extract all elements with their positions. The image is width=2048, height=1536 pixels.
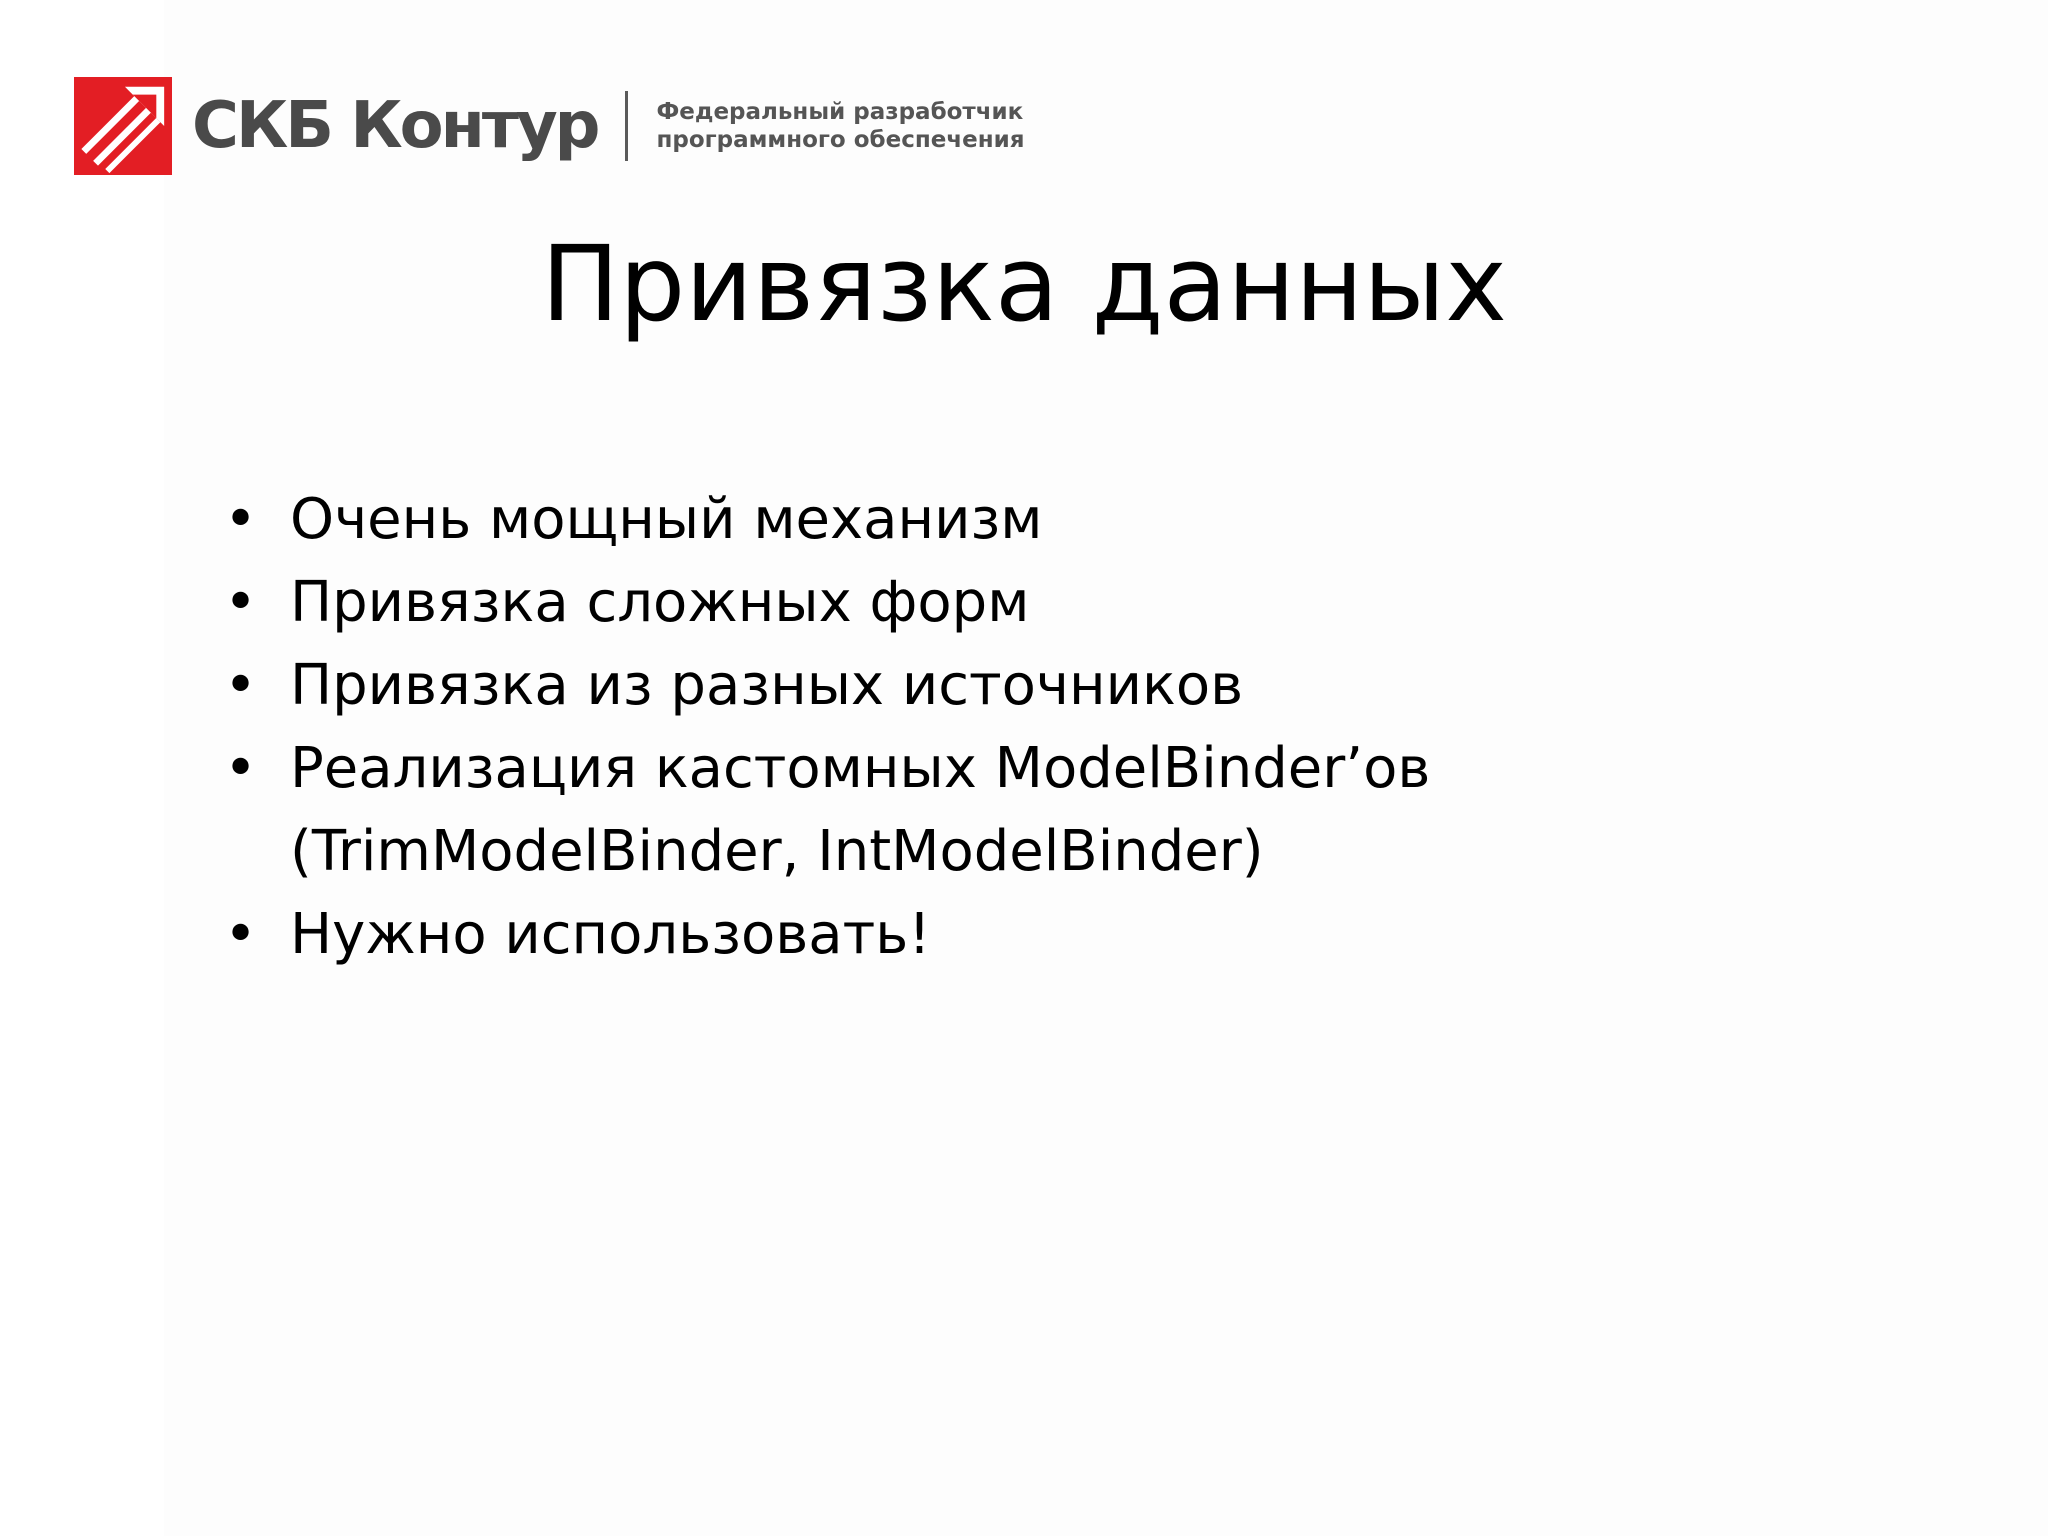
bullet-text-continuation: (TrimModelBinder, IntModelBinder)	[290, 819, 1264, 884]
company-logo	[74, 76, 1025, 176]
bullet-list	[220, 478, 1820, 976]
bullet-item	[220, 727, 1820, 893]
logo-tagline-line-2: программного обеспечения	[656, 127, 1025, 153]
logo-divider	[625, 91, 628, 161]
bullet-text: Нужно использовать!	[290, 902, 931, 967]
bullet-item	[220, 561, 1820, 644]
logo-company-name: СКБ Контур	[192, 89, 598, 163]
bullet-item	[220, 644, 1820, 727]
logo-tagline-line-1: Федеральный разработчик	[656, 99, 1024, 125]
bullet-item	[220, 893, 1820, 976]
bullet-text: Привязка из разных источников	[290, 653, 1244, 718]
bullet-dot-icon: •	[224, 653, 258, 718]
bullet-dot-icon: •	[224, 902, 258, 967]
bullet-text: Привязка сложных форм	[290, 570, 1030, 635]
bullet-text: Очень мощный механизм	[290, 487, 1043, 552]
bullet-dot-icon: •	[224, 736, 258, 801]
slide-title: Привязка данных	[541, 223, 1507, 345]
logo-tagline	[656, 98, 1024, 154]
skb-kontur-logo-icon	[74, 77, 172, 175]
bullet-dot-icon: •	[224, 570, 258, 635]
bullet-dot-icon: •	[224, 487, 258, 552]
bullet-item	[220, 478, 1820, 561]
bullet-text: Реализация кастомных ModelBinder’ов	[290, 736, 1431, 801]
